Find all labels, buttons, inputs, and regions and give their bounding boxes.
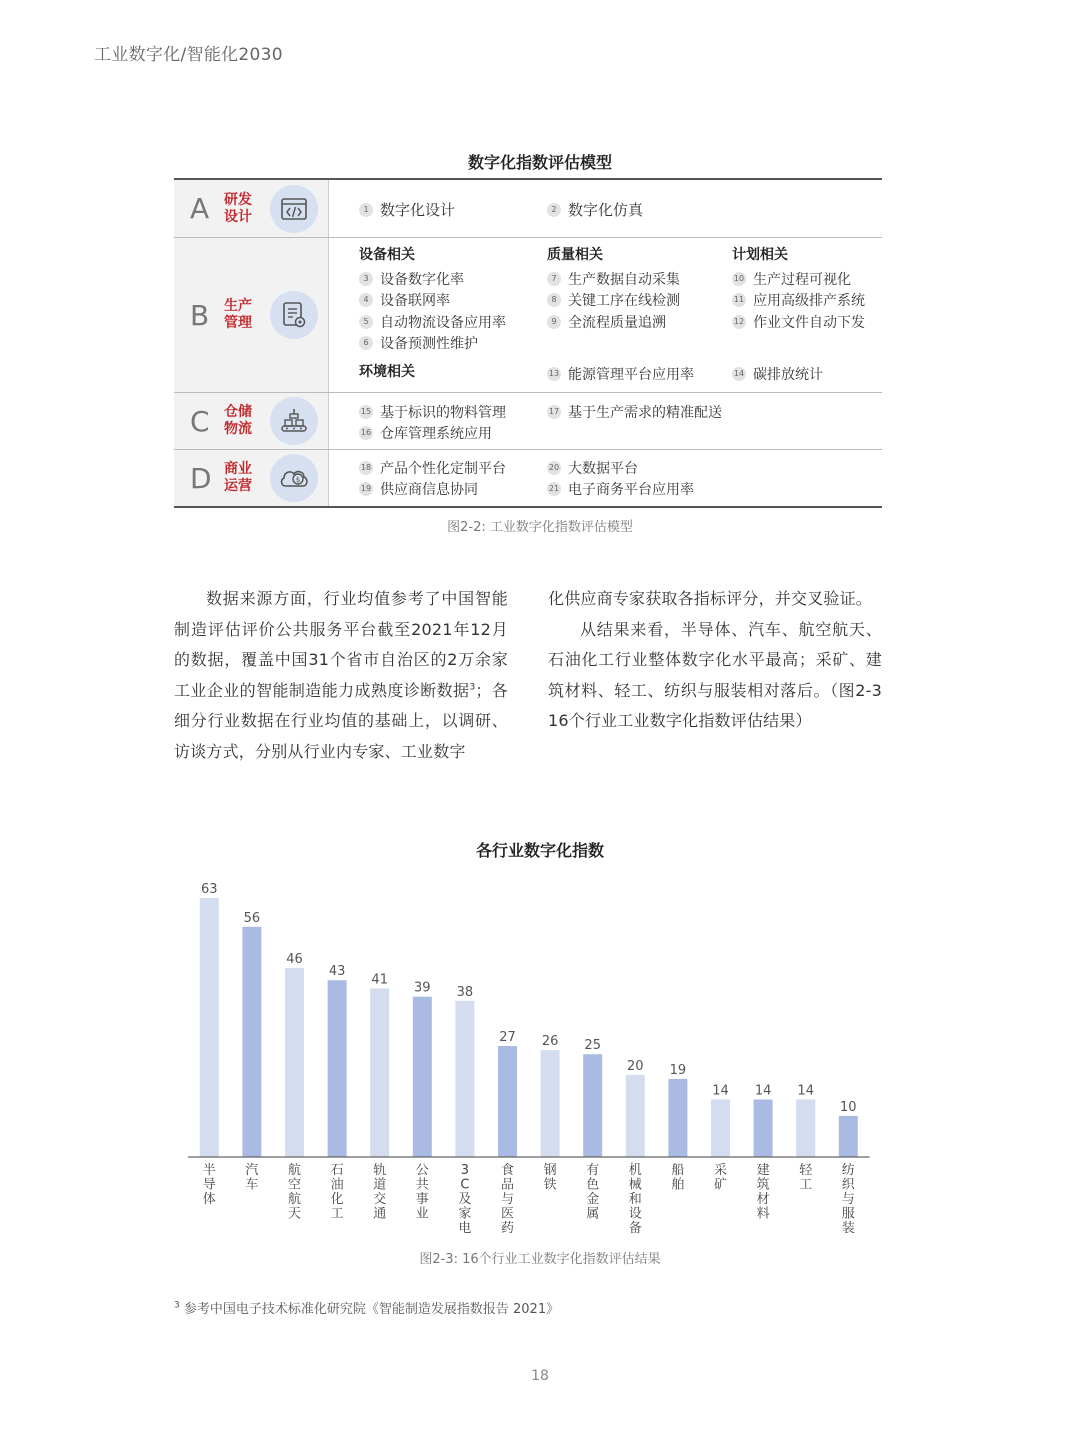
category-label: 有	[586, 1163, 600, 1178]
category-label: 材	[756, 1192, 770, 1207]
data-label: 38	[456, 984, 474, 1000]
group-heading: 计划相关	[732, 247, 788, 263]
category-label: 装	[841, 1221, 855, 1236]
model-figure-title: 数字化指数评估模型	[467, 153, 612, 172]
category-label: 舶	[671, 1177, 685, 1193]
model-item: 11 应用高级排产系统	[733, 293, 865, 310]
category-label: 体	[202, 1192, 216, 1207]
category-label: 服	[841, 1206, 855, 1222]
row-letter: C	[190, 404, 210, 438]
category-label: 食	[500, 1163, 515, 1178]
bar	[328, 980, 347, 1157]
category-label: 航	[287, 1163, 302, 1178]
data-label: 14	[754, 1083, 772, 1099]
row-d-items	[329, 450, 882, 506]
category-label: 与	[500, 1192, 515, 1207]
row-b-items	[329, 238, 882, 392]
category-label: 石	[330, 1163, 344, 1178]
bar	[754, 1099, 773, 1157]
row-d-label-cell	[174, 450, 329, 506]
row-letter: B	[190, 298, 210, 332]
row-name: 仓储 物流	[224, 404, 252, 437]
category-label: 导	[202, 1177, 216, 1193]
data-label: 46	[286, 951, 303, 967]
category-label: 空	[287, 1177, 302, 1193]
model-item: 17 基于生产需求的精准配送	[548, 404, 722, 421]
checklist-gear-icon	[270, 291, 318, 339]
model-row-a	[174, 180, 882, 238]
data-label: 27	[499, 1030, 516, 1045]
footnote-ref: 3	[469, 682, 476, 693]
category-label: 事	[415, 1192, 429, 1207]
category-label: 共	[415, 1177, 429, 1193]
category-label: 铁	[543, 1177, 557, 1193]
category-label: 船	[671, 1163, 685, 1178]
bar	[285, 968, 304, 1157]
model-item: 3 设备数字化率	[359, 268, 506, 290]
model-item: 13 能源管理平台应用率	[548, 367, 694, 384]
category-label: 色	[586, 1177, 600, 1193]
chart-title: 各行业数字化指数	[475, 841, 604, 860]
running-header: 工业数字化/智能化2030	[94, 45, 283, 65]
category-label: 航	[287, 1192, 302, 1207]
row-letter: A	[190, 192, 210, 225]
row-letter: D	[190, 461, 212, 495]
data-label: 39	[414, 980, 431, 996]
category-label: 纺	[841, 1163, 855, 1178]
model-item: 7 生产数据自动采集	[547, 268, 694, 290]
svg-text:$: $	[295, 476, 301, 484]
category-label: 3	[460, 1163, 470, 1178]
chart-caption: 图2-3: 16个行业工业数字化指数评估结果	[419, 1252, 661, 1267]
model-item: 5 自动物流设备应用率	[359, 311, 506, 333]
category-label: 道	[373, 1177, 387, 1193]
model-item: 14 碳排放统计	[733, 367, 823, 384]
conveyor-robot-icon	[270, 397, 318, 445]
body-paragraph: 化供应商专家获取各指标评分，并交叉验证。	[548, 589, 873, 608]
model-item: 6 设备预测性维护	[359, 333, 506, 355]
group-heading: 质量相关	[547, 247, 603, 263]
category-label: 业	[415, 1206, 429, 1222]
bar	[541, 1050, 560, 1157]
bar	[413, 997, 432, 1157]
cloud-dollar-icon	[270, 454, 318, 502]
row-a-items	[329, 180, 882, 237]
category-label: 设	[628, 1206, 642, 1222]
category-label: 通	[373, 1206, 387, 1222]
category-label: 属	[586, 1206, 600, 1222]
row-b-label-cell	[174, 238, 329, 392]
category-label: 矿	[713, 1177, 728, 1193]
model-item: 18 产品个性化定制平台	[360, 460, 506, 477]
model-item: 4 设备联网率	[359, 290, 506, 312]
data-label: 10	[840, 1099, 857, 1115]
category-label: 半	[202, 1163, 216, 1178]
group-heading-environment: 环境相关	[359, 364, 415, 380]
data-label: 26	[541, 1034, 559, 1050]
category-label: 及	[458, 1192, 472, 1207]
category-label: 钢	[543, 1163, 557, 1178]
bar	[668, 1079, 687, 1157]
category-label: 建	[756, 1163, 770, 1178]
footnote: $^3$ 参考中国电子技术标准化研究院《智能制造发展指数报告 2021》	[174, 1300, 560, 1317]
body-paragraph: 数据来源方面，行业均值参考了中国智能制造评估评价公共服务平台截至2021年12月的数据，覆盖中国31个省市自治区的2万余家工业企业的智能制造能力成熟度诊断数据$^3$；各细分行业数据在行业均值的基础上，以调研、访谈方式，分别从行业内专家、工业数字	[174, 589, 508, 761]
row-a-label-cell	[174, 180, 329, 237]
model-item: 15 基于标识的物料管理	[360, 404, 506, 421]
category-label: 料	[756, 1206, 770, 1222]
body-right-column	[548, 584, 882, 737]
model-item: 8 关键工序在线检测	[547, 290, 694, 312]
category-label: 金	[586, 1192, 600, 1207]
page-number: 18	[531, 1368, 549, 1384]
category-label: 械	[628, 1177, 642, 1193]
row-name: 商业 运营	[224, 461, 252, 494]
industry-digital-index-bar-chart	[180, 870, 880, 1242]
bar	[498, 1046, 517, 1157]
category-label: 医	[500, 1206, 515, 1222]
row-c-items	[329, 393, 882, 449]
bar	[370, 988, 389, 1157]
category-label: 工	[330, 1206, 344, 1222]
model-item: 16 仓库管理系统应用	[360, 426, 492, 443]
data-label: 41	[371, 972, 388, 988]
category-label: 轻	[799, 1163, 813, 1178]
data-label: 14	[797, 1083, 814, 1099]
category-label: 工	[799, 1177, 813, 1193]
category-label: 品	[500, 1177, 515, 1193]
data-label: 19	[669, 1062, 687, 1078]
category-label: 交	[373, 1192, 387, 1207]
model-figure-caption: 图2-2: 工业数字化指数评估模型	[447, 520, 633, 535]
category-label: 和	[628, 1192, 642, 1207]
category-label: 备	[628, 1221, 642, 1236]
category-label: 筑	[756, 1177, 770, 1193]
group-quality	[547, 244, 694, 385]
category-label: 汽	[245, 1163, 259, 1178]
group-equipment	[359, 244, 506, 385]
data-label: 43	[328, 964, 346, 980]
bar	[455, 1001, 474, 1157]
body-paragraph: 从结果来看，半导体、汽车、航空航天、石油化工行业整体数字化水平最高；采矿、建筑材料、轻工、纺织与服装相对落后。（图2-3 16个行业工业数字化指数评估结果）	[548, 619, 882, 730]
model-item: 10 生产过程可视化	[733, 271, 851, 288]
model-item: 21 电子商务平台应用率	[548, 482, 694, 499]
category-label: 电	[458, 1221, 472, 1236]
category-label: 织	[841, 1177, 855, 1193]
bar	[796, 1099, 815, 1157]
bar	[242, 927, 261, 1157]
bar	[711, 1099, 730, 1157]
body-left-column	[174, 584, 508, 767]
row-c-label-cell	[174, 393, 329, 449]
model-row-d	[174, 450, 882, 506]
footnote-mark: 3	[174, 1300, 180, 1311]
data-label: 20	[627, 1058, 644, 1074]
group-planning	[732, 244, 865, 385]
model-table	[174, 178, 882, 508]
category-label: C	[460, 1177, 470, 1193]
category-label: 与	[841, 1192, 855, 1207]
model-row-c	[174, 393, 882, 450]
model-item: 1 数字化设计	[359, 199, 455, 221]
category-label: 采	[713, 1163, 728, 1178]
category-label: 药	[500, 1221, 515, 1236]
data-label: 14	[712, 1083, 729, 1099]
category-label: 天	[287, 1206, 302, 1222]
category-label: 家	[458, 1206, 472, 1222]
row-name: 生产 管理	[224, 298, 252, 331]
bar	[200, 898, 219, 1157]
model-item: 2 数字化仿真	[547, 199, 643, 221]
category-label: 油	[330, 1177, 344, 1193]
row-name: 研发 设计	[224, 191, 252, 225]
model-item: 19 供应商信息协同	[360, 482, 478, 499]
bar	[626, 1075, 645, 1157]
model-item: 20 大数据平台	[548, 460, 638, 477]
data-label: 56	[243, 910, 261, 926]
category-label: 机	[628, 1163, 642, 1178]
model-item: 9 全流程质量追溯	[547, 311, 694, 333]
category-label: 车	[245, 1177, 259, 1193]
data-label: 63	[201, 882, 218, 897]
bar	[583, 1054, 602, 1157]
model-item: 12 作业文件自动下发	[733, 314, 865, 331]
code-window-icon	[270, 185, 318, 233]
bar	[839, 1116, 858, 1157]
category-label: 公	[415, 1163, 429, 1178]
model-row-b	[174, 238, 882, 393]
group-heading: 设备相关	[359, 247, 415, 263]
data-label: 25	[584, 1038, 601, 1054]
category-label: 轨	[373, 1163, 387, 1178]
category-label: 化	[330, 1192, 344, 1207]
